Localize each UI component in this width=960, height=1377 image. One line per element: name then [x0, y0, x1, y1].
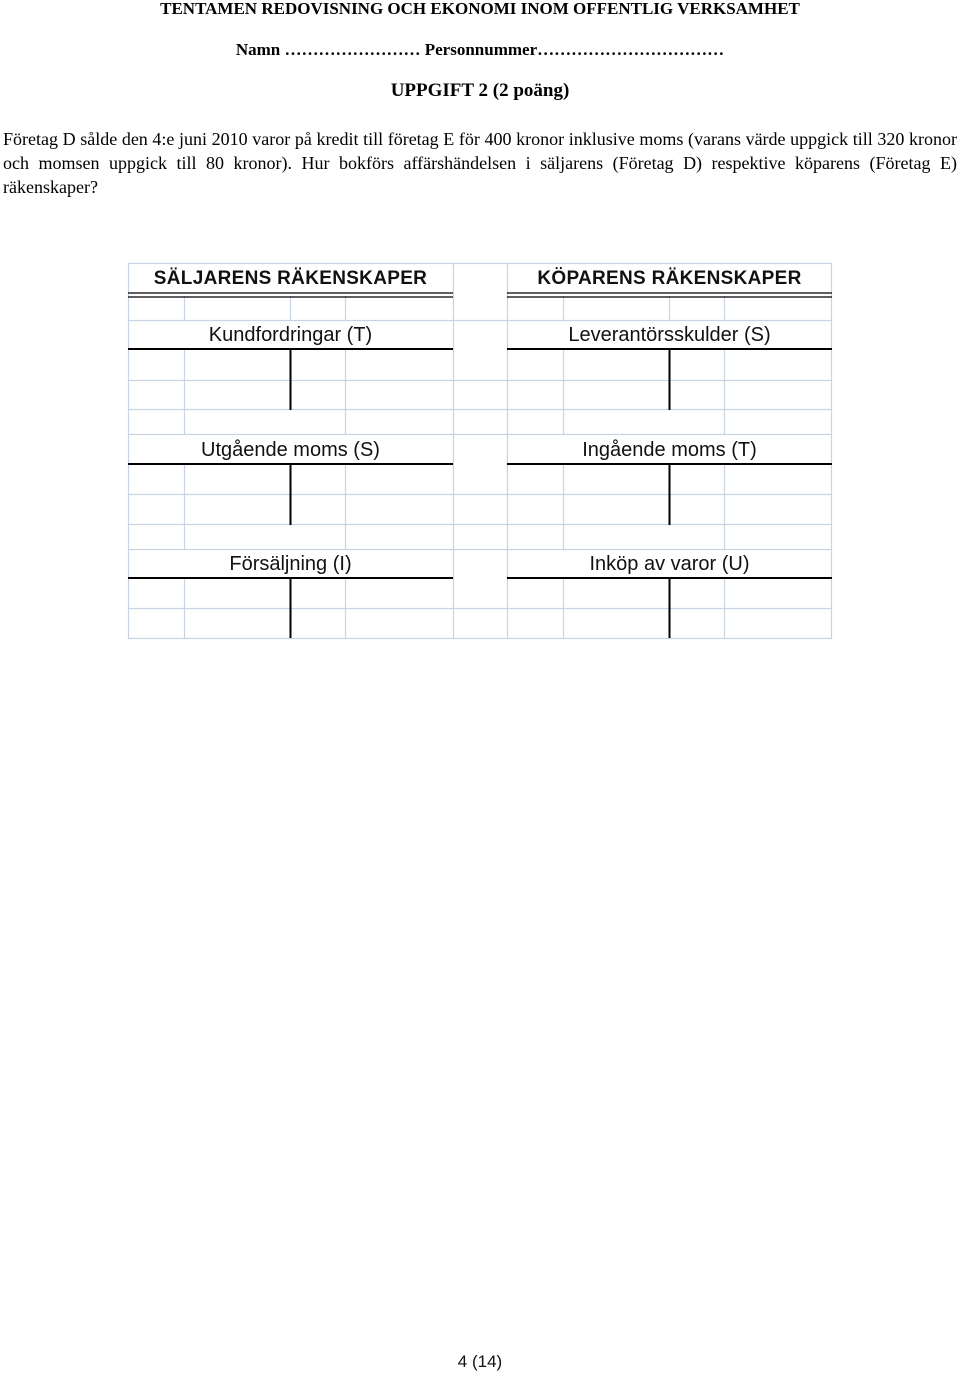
- t-account-seller-2: Utgående moms (S): [201, 439, 380, 461]
- t-account-seller-1: Kundfordringar (T): [208, 324, 373, 346]
- buyer-accounts-heading: KÖPARENS RÄKENSKAPER: [537, 268, 802, 289]
- task-description: Företag D sålde den 4:e juni 2010 varor på kredit till företag E för 400 kronor inklusive moms (varans värde uppgick till 320 kronor och momsen uppgick till 80 kronor). Hur bokförs affärshändelsen i säljarens (Företag D) respektive köparens (Företag E) räkenskaper?: [3, 129, 957, 197]
- t-account-buyer-3: Inköp av varor (U): [589, 553, 750, 575]
- page-number: 4 (14): [457, 1352, 503, 1371]
- seller-accounts-heading: SÄLJARENS RÄKENSKAPER: [153, 268, 428, 289]
- t-account-buyer-1: Leverantörsskulder (S): [568, 324, 771, 346]
- t-account-seller-3: Försäljning (I): [229, 553, 352, 575]
- task-title: UPPGIFT 2 (2 poäng): [390, 80, 570, 101]
- document-header: TENTAMEN REDOVISNING OCH EKONOMI INOM OFFENTLIG VERKSAMHET: [160, 0, 800, 18]
- t-account-buyer-2: Ingående moms (T): [582, 439, 757, 461]
- name-personnummer-line: Namn …………………… Personnummer……………………………: [235, 40, 725, 59]
